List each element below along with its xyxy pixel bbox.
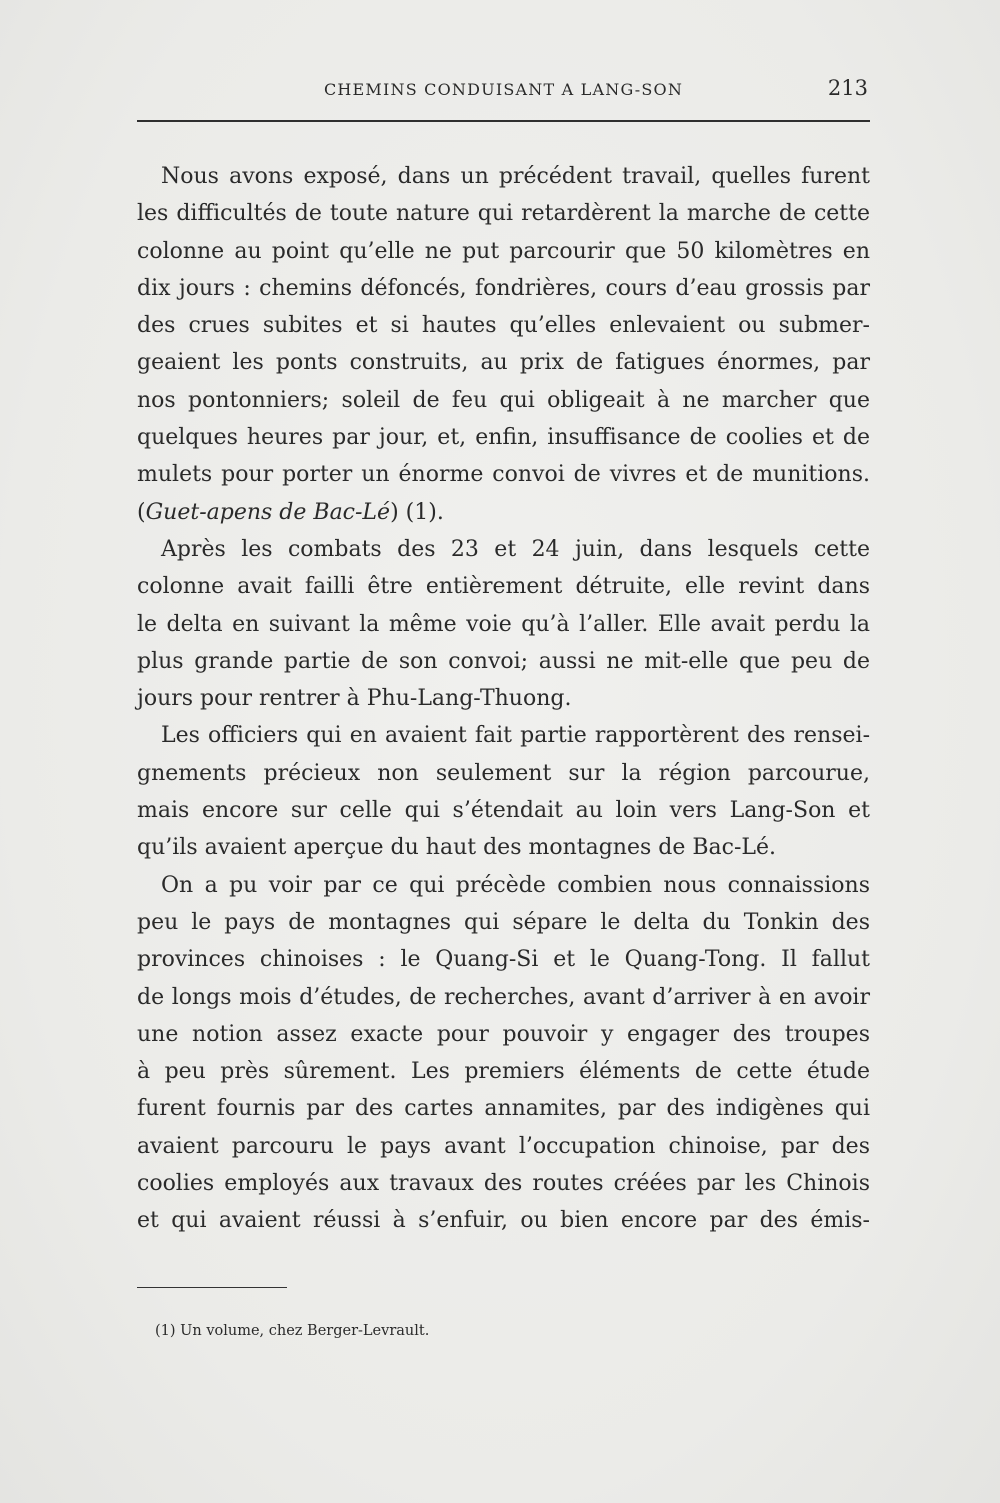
text-line: nos pontonniers; soleil de feu qui obligeait à ne marcher que <box>137 387 870 413</box>
running-title: CHEMINS CONDUISANT A LANG-SON <box>323 80 684 99</box>
text-line: Nous avons exposé, dans un précédent travail, quelles furent <box>161 164 870 189</box>
footnote-rule <box>137 1287 287 1288</box>
text-line: Après les combats des 23 et 24 juin, dans lesquels cette <box>161 536 870 562</box>
footnote: (1) Un volume, chez Berger-Levrault. <box>155 1323 430 1339</box>
text-line: colonne au point qu’elle ne put parcourir que 50 kilomètres en <box>137 238 870 264</box>
text-line: On a pu voir par ce qui précède combien nous connaissions <box>161 872 870 898</box>
text-line: à peu près sûrement. Les premiers éléments de cette étude <box>137 1059 870 1085</box>
text-line: dix jours : chemins défoncés, fondrières, cours d’eau grossis par <box>137 275 870 301</box>
citation-line <box>137 494 870 531</box>
text-line: le delta en suivant la même voie qu’à l’aller. Elle avait perdu la <box>137 611 870 637</box>
citation-open: ( <box>137 499 146 525</box>
text-line: avaient parcouru le pays avant l’occupation chinoise, par des <box>137 1133 870 1159</box>
text-line: furent fournis par des cartes annamites, par des indigènes qui <box>137 1096 870 1122</box>
text-line: quelques heures par jour, et, enfin, insuffisance de coolies et de <box>137 425 870 451</box>
text-line: coolies employés aux travaux des routes créées par les Chinois <box>137 1171 870 1197</box>
text-line: mulets pour porter un énorme convoi de vivres et de munitions. <box>137 462 870 488</box>
citation-title: Guet-apens de Bac-Lé <box>145 499 391 525</box>
text-line: provinces chinoises : le Quang-Si et le Quang-Tong. Il fallut <box>137 947 870 973</box>
text-line: Les officiers qui en avaient fait partie rapportèrent des rensei- <box>161 723 870 749</box>
text-line: une notion assez exacte pour pouvoir y engager des troupes <box>137 1021 870 1047</box>
header-rule <box>137 120 870 122</box>
body-text <box>137 158 870 1240</box>
text-line: plus grande partie de son convoi; aussi ne mit-elle que peu de <box>137 648 870 674</box>
citation-close: ) (1). <box>390 499 444 525</box>
text-line: de longs mois d’études, de recherches, avant d’arriver à en avoir <box>137 984 870 1010</box>
text-line: jours pour rentrer à Phu-Lang-Thuong. <box>137 686 572 712</box>
text-line: peu le pays de montagnes qui sépare le delta du Tonkin des <box>137 909 870 935</box>
text-line: les difficultés de toute nature qui retardèrent la marche de cette <box>137 201 870 227</box>
text-line: colonne avait failli être entièrement détruite, elle revint dans <box>137 574 870 600</box>
text-line: des crues subites et si hautes qu’elles enlevaient ou submer- <box>137 313 870 339</box>
text-line: mais encore sur celle qui s’étendait au loin vers Lang-Son et <box>137 798 870 824</box>
text-line: gnements précieux non seulement sur la région parcourue, <box>137 760 870 786</box>
running-head <box>137 76 870 104</box>
text-line: geaient les ponts construits, au prix de fatigues énormes, par <box>137 350 870 376</box>
text-line: et qui avaient réussi à s’enfuir, ou bien encore par des émis- <box>137 1208 870 1234</box>
text-line: qu’ils avaient aperçue du haut des montagnes de Bac-Lé. <box>137 835 777 861</box>
page-number: 213 <box>827 76 868 100</box>
